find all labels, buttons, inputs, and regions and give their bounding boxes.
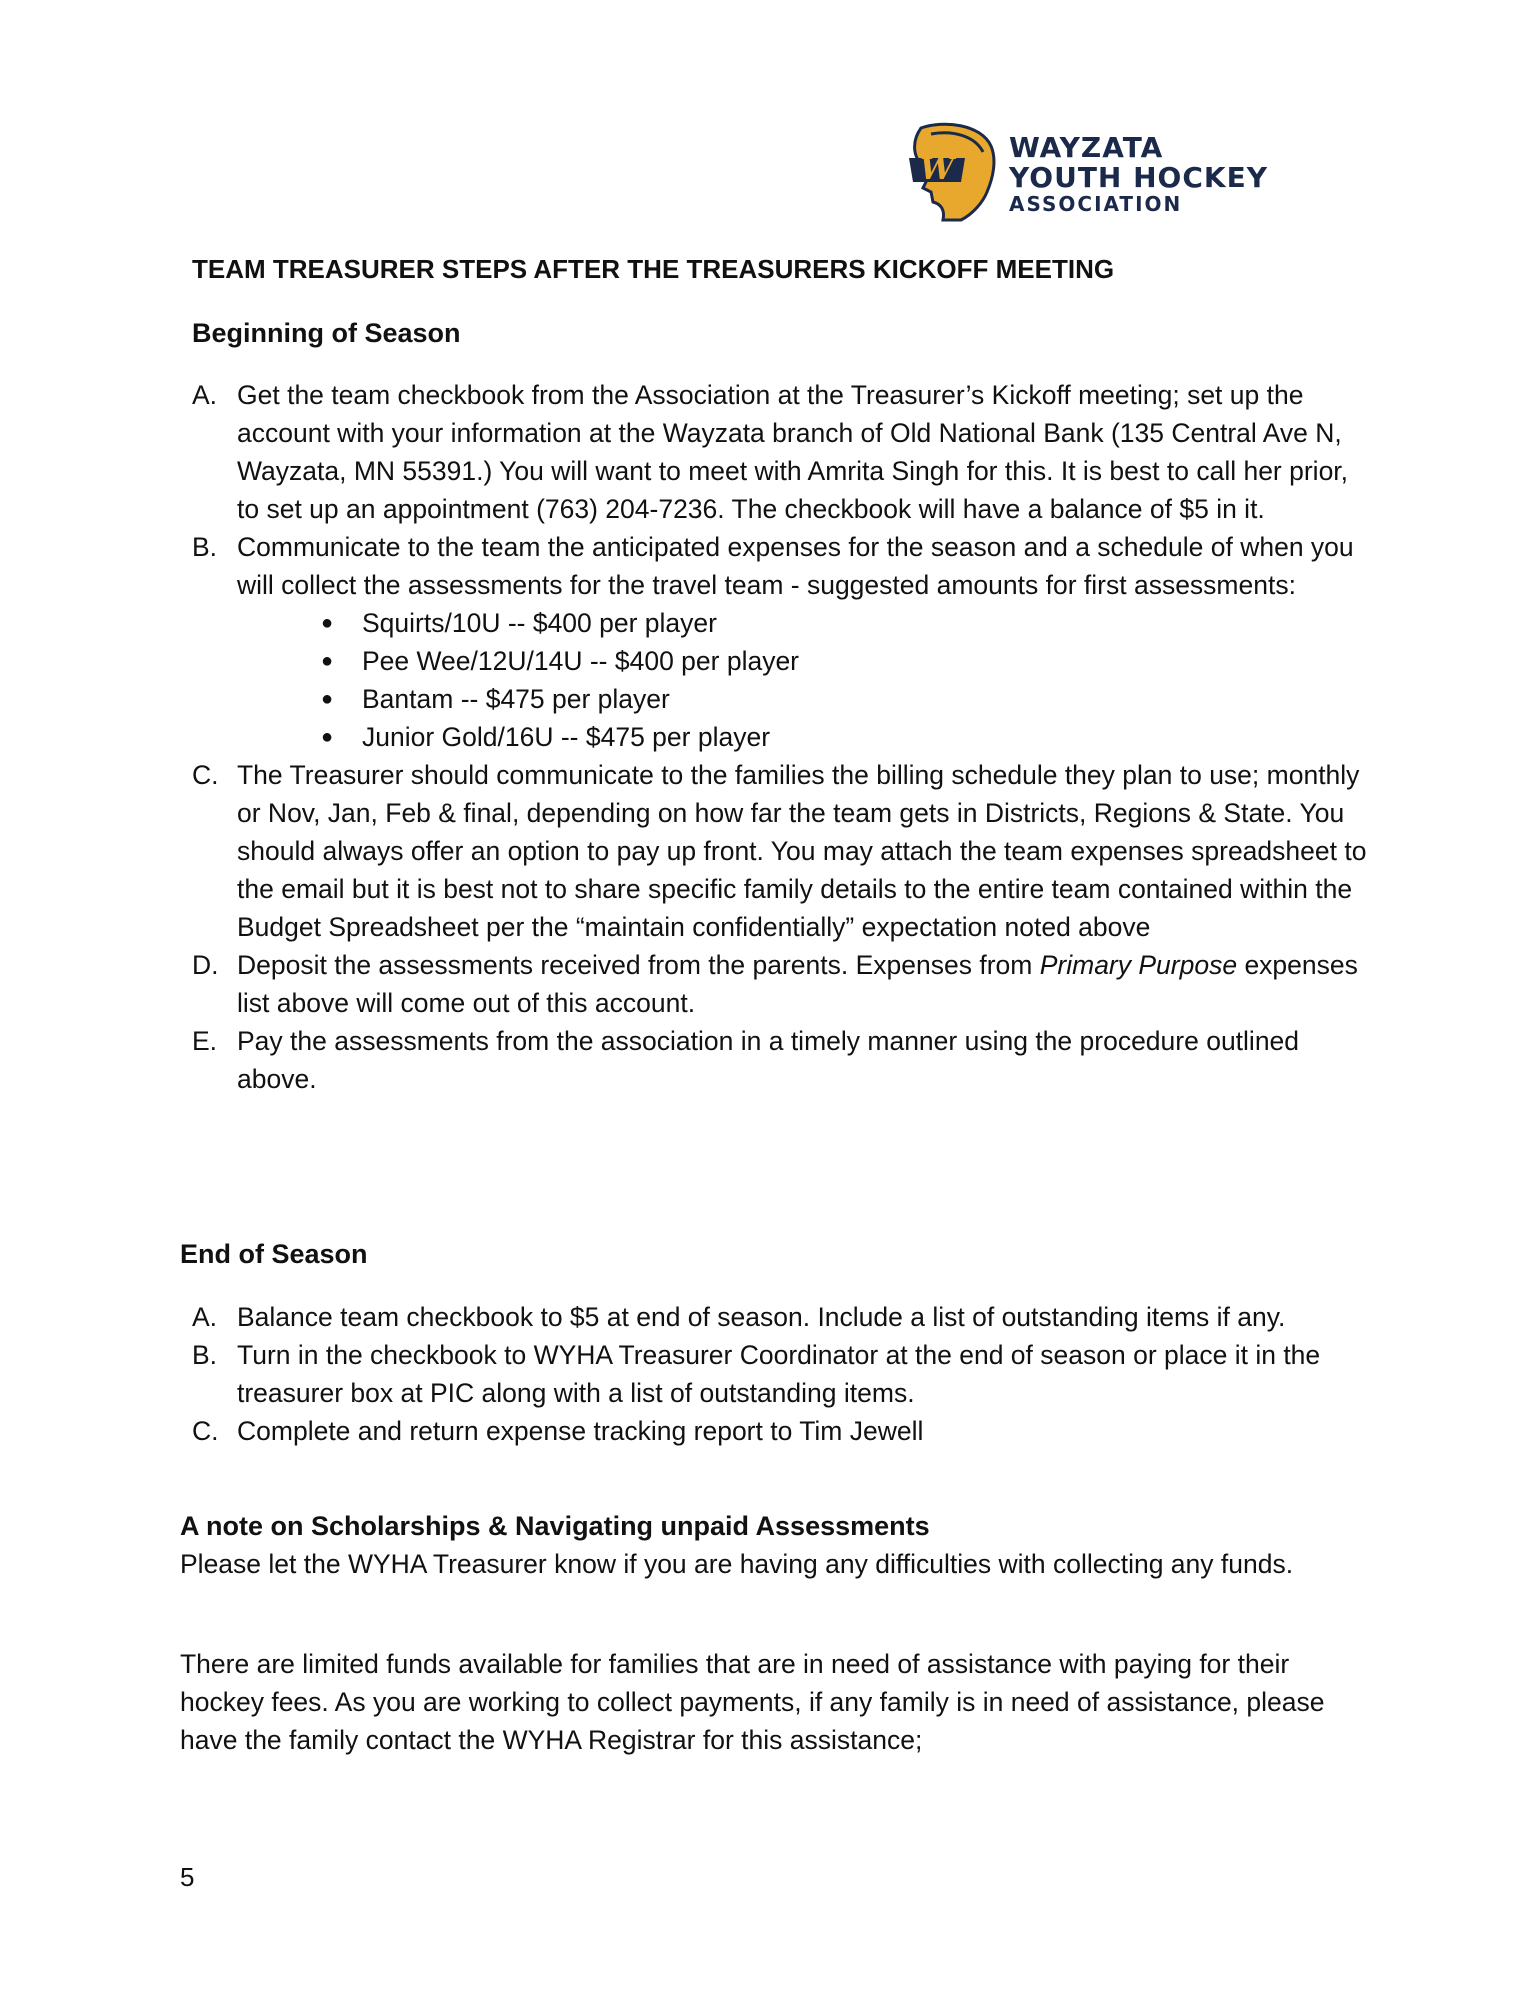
list-item-text: Get the team checkbook from the Association at the Treasurer’s Kickoff meeting; set up the account with your information at the Wayzata branch of Old National Bank (135 Central Ave N, Wayzata, MN 55391.) You will want to meet with Amrita Singh for this. It is best to call her prior, to set up an appointment (763) 204-7236. The checkbook will have a balance of $5 in it. [237, 380, 1349, 524]
logo-line-association: ASSOCIATION [1009, 192, 1183, 216]
logo-wordmark [1009, 131, 1268, 216]
logo-line-wayzata: WAYZATA [1009, 131, 1164, 164]
bullet-text: Pee Wee/12U/14U -- $400 per player [362, 646, 800, 676]
bullet-text: Bantam -- $475 per player [362, 684, 670, 714]
emphasis-primary-purpose: Primary Purpose [1039, 950, 1238, 980]
list-marker: D. [192, 950, 219, 980]
section-heading-scholarships: A note on Scholarships & Navigating unpaid Assessments [180, 1511, 930, 1541]
list-item-text: Pay the assessments from the association in a timely manner using the procedure outlined above. [237, 1026, 1300, 1094]
list-item-text: The Treasurer should communicate to the families the billing schedule they plan to use; monthly or Nov, Jan, Feb & final, depending on how far the team gets in Districts, Regions & State. You should always offer an option to pay up front. You may attach the team expenses spreadsheet to the email but it is best not to share specific family details to the entire team contained within the Budget Spreadsheet per the “maintain confidentially” expectation noted above [237, 760, 1367, 942]
list-marker: C. [192, 1416, 219, 1446]
list-item-text: Communicate to the team the anticipated expenses for the season and a schedule of when you will collect the assessments for the travel team - suggested amounts for first assessments: [237, 532, 1354, 600]
list-marker: A. [192, 1302, 218, 1332]
beginning-steps-list [192, 376, 1367, 1098]
list-item [192, 756, 1367, 946]
list-item [192, 1412, 1367, 1450]
list-item [192, 946, 1367, 1022]
list-marker: A. [192, 380, 218, 410]
bullet-item [237, 680, 1367, 718]
list-marker: C. [192, 760, 219, 790]
logo-line-youth-hockey: YOUTH HOCKEY [1009, 161, 1268, 194]
list-item [192, 1298, 1367, 1336]
note-paragraph-2: There are limited funds available for families that are in need of assistance with paying for their hockey fees. As you are working to collect payments, if any family is in need of assistance, please have the family contact the WYHA Registrar for this assistance; [180, 1649, 1325, 1755]
list-marker: B. [192, 1340, 218, 1370]
list-item-text: Balance team checkbook to $5 at end of season. Include a list of outstanding items if any. [237, 1302, 1286, 1332]
list-item [192, 1336, 1367, 1412]
bullet-item [237, 718, 1367, 756]
list-marker: B. [192, 532, 218, 562]
list-item-text: Complete and return expense tracking report to Tim Jewell [237, 1416, 924, 1446]
warrior-head-icon [903, 122, 1003, 222]
assessment-amounts-list [237, 604, 1367, 756]
bullet-icon: ● [321, 612, 334, 634]
section-heading-end: End of Season [180, 1239, 368, 1269]
section-heading-beginning: Beginning of Season [192, 318, 461, 348]
bullet-text: Squirts/10U -- $400 per player [362, 608, 717, 638]
list-item [192, 528, 1367, 756]
wyha-logo [903, 122, 1283, 222]
list-marker: E. [192, 1026, 218, 1056]
list-item-text: Turn in the checkbook to WYHA Treasurer Coordinator at the end of season or place it in the treasurer box at PIC along with a list of outstanding items. [237, 1340, 1321, 1408]
bullet-item [237, 604, 1367, 642]
list-item-text: Deposit the assessments received from the parents. Expenses from Primary Purpose expenses list above will come out of this account. [237, 950, 1358, 1018]
note-paragraph-1: Please let the WYHA Treasurer know if you are having any difficulties with collecting any funds. [180, 1549, 1294, 1579]
document-title: TEAM TREASURER STEPS AFTER THE TREASURERS KICKOFF MEETING [192, 254, 1115, 284]
bullet-icon: ● [321, 726, 334, 748]
list-item [192, 376, 1367, 528]
page-number: 5 [180, 1862, 195, 1892]
bullet-icon: ● [321, 650, 334, 672]
bullet-icon: ● [321, 688, 334, 710]
bullet-text: Junior Gold/16U -- $475 per player [362, 722, 771, 752]
end-steps-list [192, 1298, 1367, 1450]
svg-text:W: W [920, 152, 954, 187]
bullet-item [237, 642, 1367, 680]
list-item [192, 1022, 1367, 1098]
